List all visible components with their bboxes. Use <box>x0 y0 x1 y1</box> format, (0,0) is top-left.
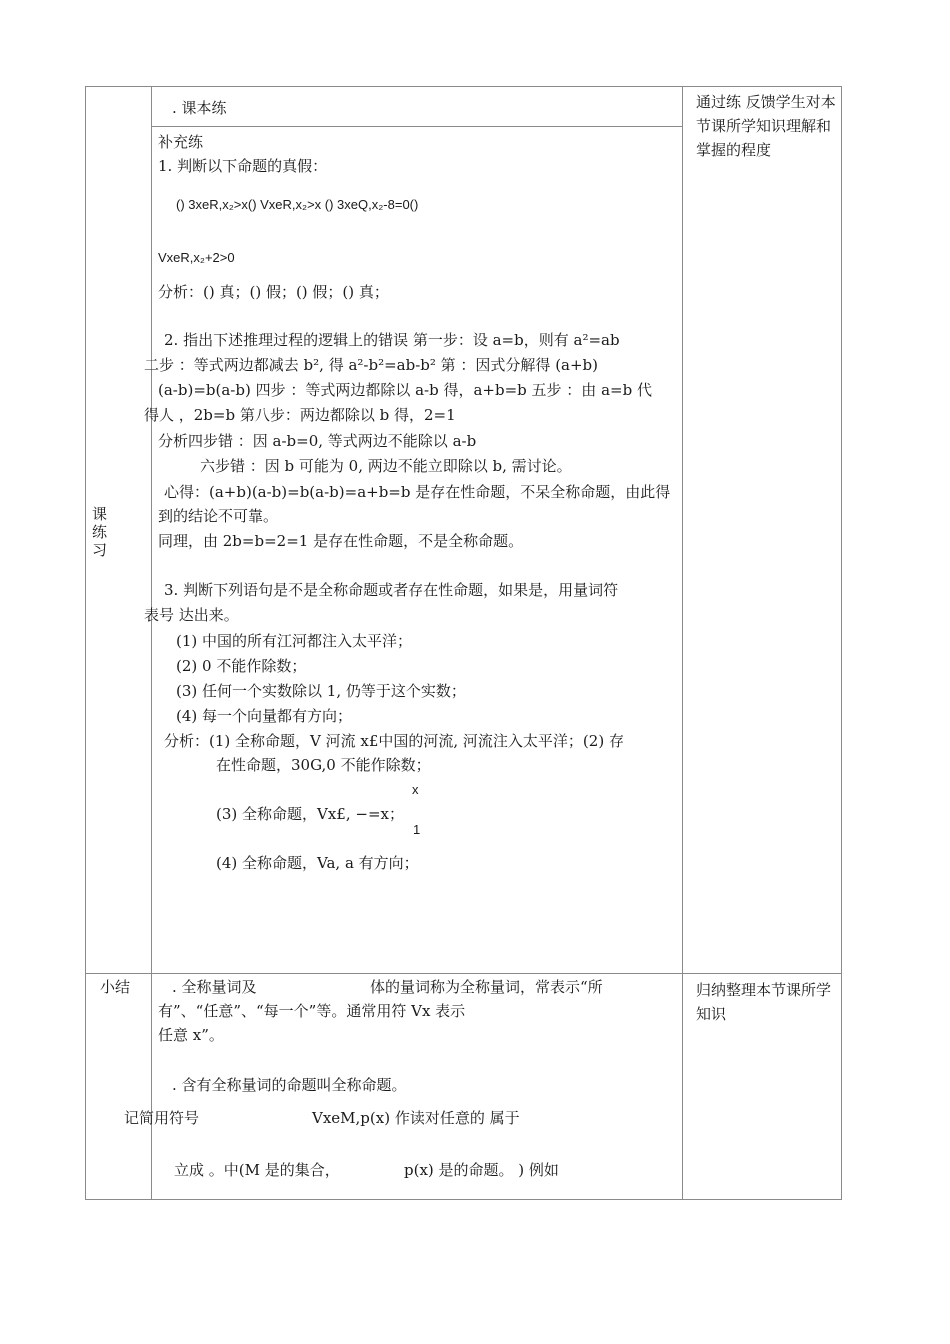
textbook-exercise-heading: . 课本练 <box>172 99 227 117</box>
q3-analysis-3: (3) 全称命题，Vx£, −=x； <box>216 805 404 823</box>
q1-formulas: () 3xeR,x₂>x() VxeR,x₂>x () 3xeQ,x₂-8=0() <box>176 197 419 212</box>
q2-same-reasoning: 同理，由 2b=b=2=1 是存在性命题，不是全称命题。 <box>158 532 524 550</box>
q2-line-1: 2. 指出下述推理过程的逻辑上的错误 第一步：设 a=b，则有 a²=ab <box>164 331 620 349</box>
table-border-left <box>85 86 86 1200</box>
q3-item-2: (2) 0 不能作除数； <box>176 657 307 675</box>
exercise-purpose-note: 通过练 反馈学生对本节课所学知识理解和掌握的程度 <box>696 93 836 159</box>
summary-row-label: 小结 <box>100 978 131 996</box>
q1-formula-4: VxeR,x₂+2>0 <box>158 250 235 265</box>
q3-item-1: (1) 中国的所有江河都注入太平洋； <box>176 632 413 650</box>
summary-line-5b: VxeM,p(x) 作读对任意的 属于 <box>312 1109 520 1127</box>
q2-line-4: 得人 ，2b=b 第八步：两边都除以 b 得，2=1 <box>144 406 456 424</box>
summary-line-1b: 体的量词称为全称量词，常表示“所 <box>370 978 603 996</box>
table-border-top <box>85 86 842 87</box>
inner-header-divider <box>151 126 682 127</box>
fraction-denominator: 1 <box>413 822 421 837</box>
q3-line-1: 3. 判断下列语句是不是全称命题或者存在性命题，如果是，用量词符 <box>164 581 619 599</box>
table-border-right <box>841 86 842 1200</box>
q3-item-4: (4) 每一个向量都有方向； <box>176 707 353 725</box>
summary-purpose-note: 归纳整理本节课所学知识 <box>696 981 832 1023</box>
fraction-numerator: x <box>412 782 419 797</box>
q1-analysis: 分析：() 真；() 假；() 假；() 真； <box>158 283 389 301</box>
q3-item-3: (3) 任何一个实数除以 1, 仍等于这个实数； <box>176 682 466 700</box>
exercise-row-label: 课练习 <box>92 505 108 559</box>
q2-line-2: 二步 ：等式两边都减去 b², 得 a²-b²=ab-b² 第 ：因式分解得 (a+b) <box>144 356 599 374</box>
q2-analysis-1: 分析四步错 ：因 a-b=0, 等式两边不能除以 a-b <box>158 432 477 450</box>
q3-line-2: 表号 达出来。 <box>144 606 239 624</box>
summary-line-3: 任意 x”。 <box>158 1026 224 1044</box>
summary-line-1a: . 全称量词及 <box>172 978 257 996</box>
table-border-bottom <box>85 1199 842 1200</box>
col-divider-1 <box>151 86 152 1200</box>
summary-line-6b: p(x) 是的命题。 ) 例如 <box>404 1161 559 1179</box>
summary-line-6a: 立成 。中(M 是的集合， <box>174 1161 340 1179</box>
summary-line-5a: 记简用符号 <box>124 1109 200 1127</box>
summary-line-4: . 含有全称量词的命题叫全称命题。 <box>172 1076 407 1094</box>
q2-insight-1: 心得：(a+b)(a-b)=b(a-b)=a+b=b 是存在性命题，不呆全称命题，由此得 <box>164 483 671 501</box>
q2-line-3: (a-b)=b(a-b) 四步 ：等式两边都除以 a-b 得，a+b=b 五步 ：由 a=b 代 <box>158 381 652 399</box>
q3-analysis-1: 分析：(1) 全称命题，V 河流 x£中国的河流, 河流注入太平洋；(2) 存 <box>164 732 624 750</box>
supplement-heading: 补充练 <box>158 133 204 151</box>
q2-analysis-2: 六步错 ：因 b 可能为 0, 两边不能立即除以 b, 需讨论。 <box>200 457 572 475</box>
q1-title: 1. 判断以下命题的真假： <box>158 157 328 175</box>
q3-analysis-4: (4) 全称命题，Va, a 有方向； <box>216 854 419 872</box>
q3-analysis-2: 在性命题，30G,0 不能作除数； <box>216 756 431 774</box>
col-divider-2 <box>682 86 683 1200</box>
q2-insight-2: 到的结论不可靠。 <box>158 507 279 525</box>
row-divider <box>85 973 842 974</box>
summary-line-2: 有”、“任意”、“每一个”等。通常用符 Vx 表示 <box>158 1002 466 1020</box>
